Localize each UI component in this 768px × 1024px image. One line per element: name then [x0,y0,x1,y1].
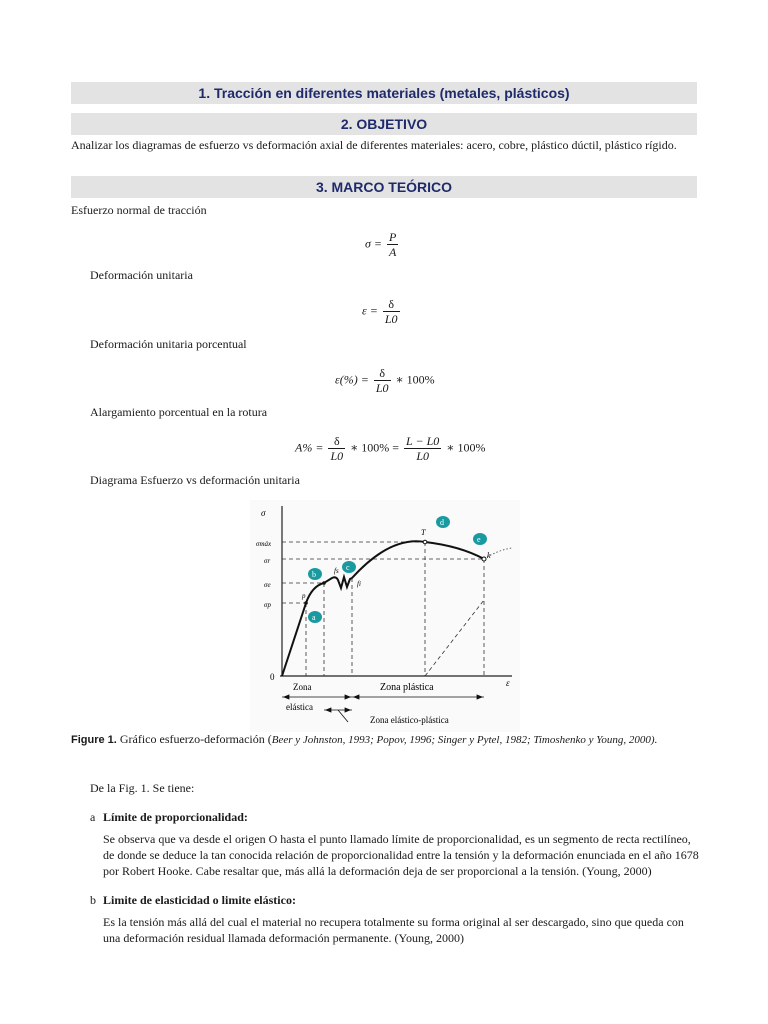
marker-b-label: b [312,570,316,579]
equation-elongation-den1: L0 [330,449,344,463]
equation-epsilon-lhs: ε = [362,303,378,318]
figure-reference: De la Fig. 1. Se tiene: [90,781,195,795]
strain-label: Deformación unitaria [90,268,193,282]
tick-sigma-e: σe [264,581,271,589]
point-label-fi: fi [357,580,361,588]
marker-c-label: c [346,563,350,572]
origin-label: 0 [270,672,275,682]
equation-elongation-mid: ∗ 100% = [350,440,400,455]
zone-elastic-plastic: Zona elástico-plástica [370,715,449,725]
zone-elastic-line2: elástica [286,702,313,712]
equation-sigma-num: P [389,230,397,244]
equation-sigma-lhs: σ = [365,236,383,251]
point-label-k: k [487,551,491,560]
diagram-label: Diagrama Esfuerzo vs deformación unitaria [90,473,300,487]
item-a-title: Límite de proporcionalidad: [103,810,248,824]
caption-refs: Beer y Johnston, 1993; Popov, 1996; Singer y Pytel, 1982; Timoshenko y Young, 2000). [271,734,658,746]
section-heading-title: 1. Tracción en diferentes materiales (metales, plásticos) [71,82,697,104]
marker-d [436,516,450,528]
stress-strain-figure [250,500,520,732]
marker-d-label: d [440,518,444,527]
y-axis-label: σ [261,508,266,518]
equation-elongation-tail: ∗ 100% [446,440,486,455]
marker-e [473,533,487,545]
equation-elongation-lhs: A% = [295,440,324,455]
marker-e-label: e [477,535,481,544]
equation-epsilon [362,297,402,326]
point-e [322,581,326,585]
equation-elongation-num1: δ [328,434,345,449]
item-b-letter: b [90,893,96,907]
tick-sigma-max: σmáx [256,540,272,548]
point-p [304,601,308,605]
point-T [423,540,427,544]
equation-epsilon-den: L0 [384,312,398,326]
item-b-body: Es la tensión más allá del cual el material no recupera totalmente su forma original al ser descargado, sino que queda con una deformación residual llamada deformación permanente. (Young, 2000) [103,915,684,945]
item-a-body: Se observa que va desde el origen O hasta el punto llamado límite de proporcionalidad, es un segmento de recta rectilíneo, de donde se deduce la tan conocida relación de proporcionalidad entre la tensión y la deformación enunciada en el año 1678 por Robert Hooke. Cabe resaltar que, más allá la deformación deja de ser proporcional a la tensión. (Young, 2000) [103,832,699,878]
caption-label: Figure 1. [71,734,117,746]
point-label-p: p [302,592,306,600]
figure-caption [71,731,697,748]
x-axis-label: ε [506,678,510,688]
equation-epsilon-pct [335,366,435,395]
zone-plastic: Zona plástica [380,682,434,693]
equation-sigma-den: A [389,245,397,259]
stress-label: Esfuerzo normal de tracción [71,203,207,217]
equation-epsilon-pct-den: L0 [375,381,389,395]
caption-text: Gráfico esfuerzo-deformación ( [119,732,272,746]
tick-sigma-r: σr [264,557,271,565]
equation-epsilon-num: δ [383,297,400,312]
section-heading-marco-teorico: 3. MARCO TEÓRICO [71,176,697,198]
section-heading-objetivo: 2. OBJETIVO [71,113,697,135]
point-label-fs: fs [334,567,339,575]
equation-epsilon-pct-num: δ [374,366,391,381]
marker-a-label: a [312,613,316,622]
equation-sigma [365,230,400,259]
strain-pct-label: Deformación unitaria porcentual [90,337,247,351]
equation-elongation [295,434,485,463]
item-b-title: Limite de elasticidad o limite elástico: [103,893,296,907]
point-label-T: T [421,528,426,537]
point-k [482,557,486,561]
tick-sigma-p: σp [264,601,271,609]
marker-c [342,561,356,573]
elongation-label: Alargamiento porcentual en la rotura [90,405,268,419]
objective-text: Analizar los diagramas de esfuerzo vs deformación axial de diferentes materiales: acero, cobre, plástico dúctil, plástico rígido. [71,138,677,152]
equation-epsilon-pct-lhs: ε(%) = [335,372,369,387]
marker-a [308,611,322,623]
zone-elastic-line1: Zona [293,682,312,692]
item-a-letter: a [90,810,96,824]
equation-epsilon-pct-tail: ∗ 100% [395,372,435,387]
marker-b [308,568,322,580]
equation-elongation-num2: L − L0 [406,434,440,448]
equation-elongation-den2: L0 [416,449,429,463]
